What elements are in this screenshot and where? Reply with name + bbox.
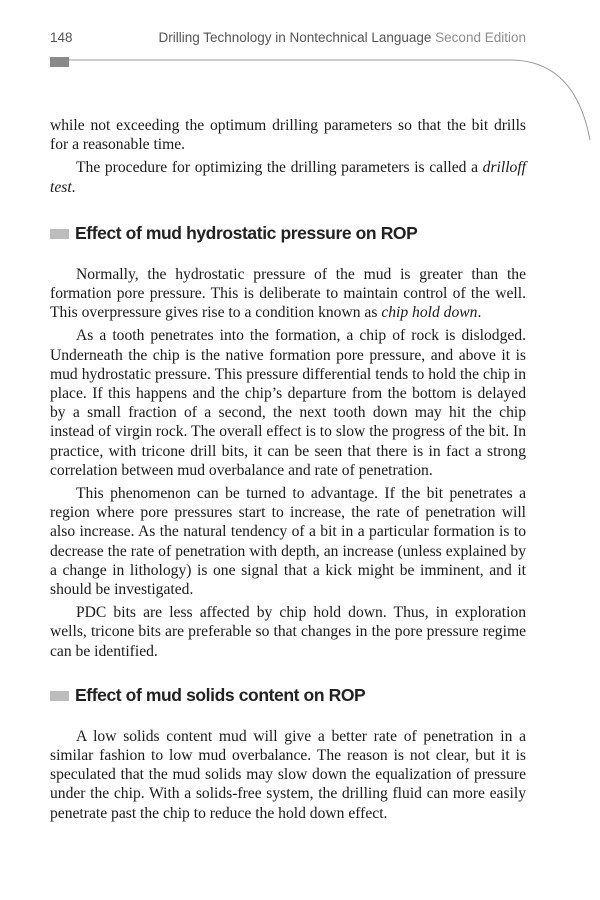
page-number: 148 [50, 30, 73, 45]
solids-paragraph-1: A low solids content mud will give a better rate of penetration in a similar fashion to low mud overbalance. The reason is not clear, but it is speculated that the mud solids may slow down the equalization of pressure under the chip. With a solids-free system, the drilling fluid can more easily penetrate past the chip to reduce the hold down effect. [50, 727, 526, 822]
section-heading-solids [50, 685, 526, 707]
intro-paragraph-1: while not exceeding the optimum drilling parameters so that the bit drills for a reasonable time. [50, 117, 526, 154]
header-marker-block [50, 57, 69, 67]
hydrostatic-paragraph-1-text: Normally, the hydrostatic pressure of the mud is greater than the formation pore pressure. This is deliberate to maintain control of the well. This overpressure gives rise to a condition known as [50, 265, 526, 322]
book-title: Drilling Technology in Nontechnical Language [158, 30, 432, 45]
heading-marker-icon [50, 691, 69, 701]
chip-hold-down-term: chip hold down [381, 304, 478, 322]
intro-paragraph-2-text: The procedure for optimizing the drilling parameters is called a [76, 159, 483, 177]
intro-paragraph-2-end: . [71, 178, 76, 196]
drilloff-test-term: drilloff test [50, 159, 526, 196]
hydrostatic-paragraph-4: PDC bits are less affected by chip hold down. Thus, in exploration wells, tricone bits are preferable so that changes in the pore pressure regime can be identified. [50, 604, 526, 660]
page-body [50, 116, 526, 827]
hydrostatic-paragraph-1-end: . [477, 304, 482, 322]
hydrostatic-paragraph-3: This phenomenon can be turned to advantage. If the bit penetrates a region where pore pressures start to increase, the rate of penetration will also increase. As the natural tendency of a bit in a particular formation is to decrease the rate of penetration with depth, an increase (unless explained by a change in lithology) is one signal that a kick might be imminent, and it should be investigated. [50, 485, 526, 599]
hydrostatic-paragraph-1 [50, 265, 526, 323]
section-heading-hydrostatic [50, 223, 526, 245]
heading-marker-icon [50, 229, 69, 239]
hydrostatic-paragraph-2: As a tooth penetrates into the formation, a chip of rock is dislodged. Underneath the chip is the native formation pore pressure, and above it is mud hydrostatic pressure. This pressure differential tends to hold the chip in place. If this happens and the chip’s departure from the bottom is delayed by a small fraction of a second, the next tooth down may hit the chip instead of virgin rock. The overall effect is to slow the progress of the bit. In practice, with tricone drill bits, it can be seen that there is in fact a strong correlation between mud overbalance and rate of penetration. [50, 327, 526, 479]
edition-label: Second Edition [435, 30, 526, 45]
section-title-solids: Effect of mud solids content on ROP [75, 685, 366, 706]
intro-paragraph-2 [50, 158, 526, 196]
section-title-hydrostatic: Effect of mud hydrostatic pressure on ROP [75, 223, 418, 244]
